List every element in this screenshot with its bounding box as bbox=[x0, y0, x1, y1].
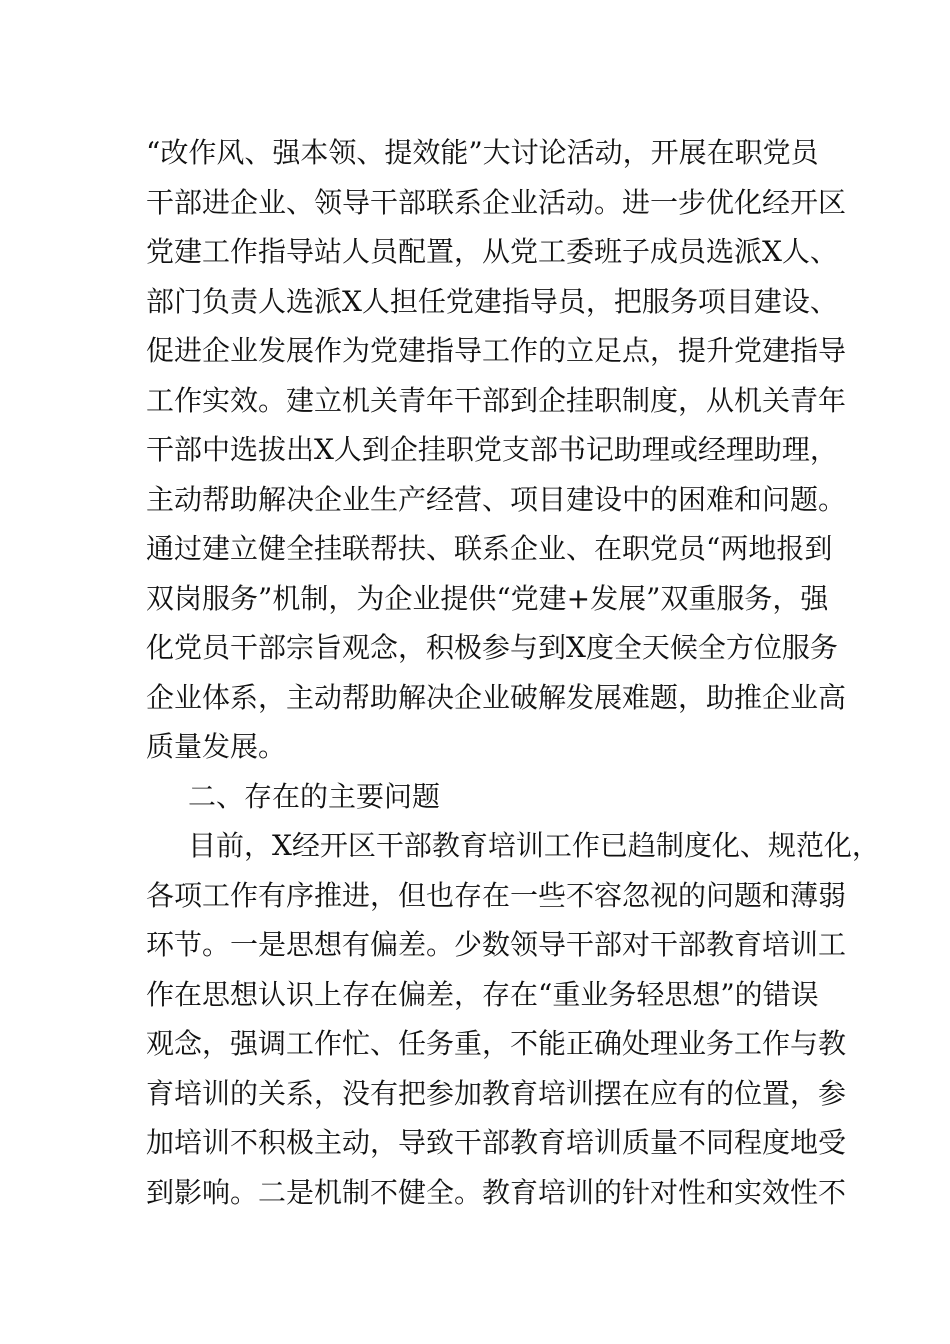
text-line: 促进企业发展作为党建指导工作的立足点，提升党建指导 bbox=[146, 334, 847, 367]
text-line: 干部中选拔出X人到企挂职党支部书记助理或经理助理， bbox=[146, 433, 838, 466]
paragraph-first-line: 目前，X经开区干部教育培训工作已趋制度化、规范化， bbox=[188, 829, 880, 862]
text-line: 观念，强调工作忙、任务重，不能正确处理业务工作与教 bbox=[146, 1027, 847, 1060]
text-line: 党建工作指导站人员配置，从党工委班子成员选派X人、 bbox=[146, 235, 838, 268]
text-line: 加培训不积极主动，导致干部教育培训质量不同程度地受 bbox=[146, 1126, 847, 1159]
text-line: 工作实效。建立机关青年干部到企挂职制度，从机关青年 bbox=[146, 383, 847, 417]
text-line: 通过建立健全挂联帮扶、联系企业、在职党员“两地报到 bbox=[146, 532, 833, 565]
text-line: 企业体系，主动帮助解决企业破解发展难题，助推企业高 bbox=[146, 680, 847, 714]
text-line: 化党员干部宗旨观念，积极参与到X度全天候全方位服务 bbox=[146, 631, 838, 664]
text-line: 部门负责人选派X人担任党建指导员，把服务项目建设、 bbox=[146, 284, 838, 318]
text-line: 双岗服务”机制，为企业提供“党建+发展”双重服务，强 bbox=[146, 581, 829, 615]
paragraph-end-line: 质量发展。 bbox=[146, 730, 287, 763]
text-line: 到影响。二是机制不健全。教育培训的针对性和实效性不 bbox=[146, 1175, 847, 1209]
section-heading: 二、存在的主要问题 bbox=[188, 779, 441, 813]
document-body bbox=[146, 128, 880, 1217]
text-line: 各项工作有序推进，但也存在一些不容忽视的问题和薄弱 bbox=[146, 878, 847, 912]
text-line: 环节。一是思想有偏差。少数领导干部对干部教育培训工 bbox=[146, 928, 847, 961]
text-line: 干部进企业、领导干部联系企业活动。进一步优化经开区 bbox=[146, 185, 847, 219]
text-line: 作在思想认识上存在偏差，存在“重业务轻思想”的错误 bbox=[146, 977, 819, 1011]
text-line: “改作风、强本领、提效能”大讨论活动，开展在职党员 bbox=[146, 136, 819, 169]
text-line: 主动帮助解决企业生产经营、项目建设中的困难和问题。 bbox=[146, 482, 847, 516]
text-line: 育培训的关系，没有把参加教育培训摆在应有的位置，参 bbox=[146, 1076, 847, 1110]
